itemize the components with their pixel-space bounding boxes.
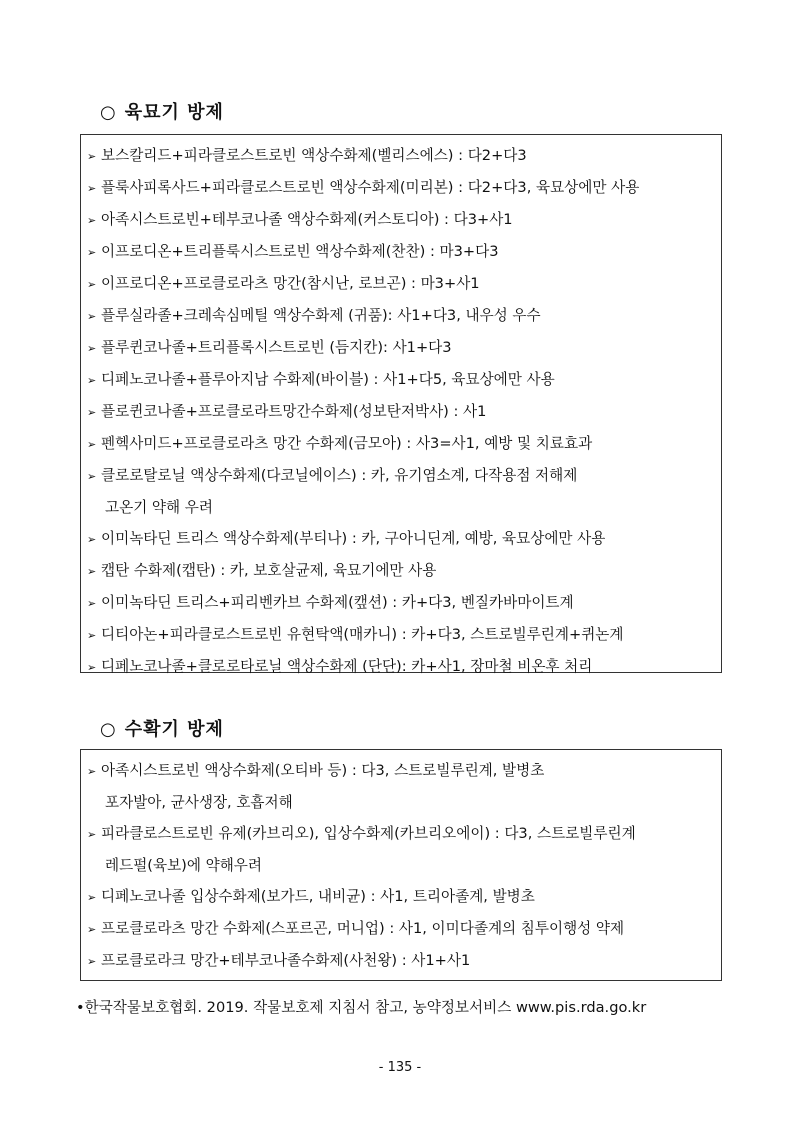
list-item [87, 523, 715, 555]
list-item [87, 332, 715, 364]
list-item [87, 172, 715, 204]
list-item [87, 818, 715, 850]
list-item-text: 이프로디온+프로클로라츠 망간(참시난, 로브곤) : 마3+사1 [101, 275, 480, 292]
section-title-text: 수확기 방제 [124, 719, 224, 740]
harvest-control-box [80, 749, 722, 981]
seedling-control-box [80, 134, 722, 673]
list-item [87, 268, 715, 300]
arrow-bullet-icon: ➢ [87, 406, 97, 419]
list-item [87, 651, 715, 683]
list-item [87, 587, 715, 619]
list-item-continuation: 포자발아, 균사생장, 호흡저해 [105, 794, 293, 811]
page-number: - 135 - [378, 1060, 422, 1075]
list-item [87, 460, 715, 492]
list-item-text: 펜헥사미드+프로클로라츠 망간 수화제(금모아) : 사3=사1, 예방 및 치료효과 [101, 435, 593, 452]
arrow-bullet-icon: ➢ [87, 955, 97, 968]
arrow-bullet-icon: ➢ [87, 629, 97, 642]
list-item-continuation: 고온기 약해 우려 [105, 499, 213, 516]
arrow-bullet-icon: ➢ [87, 533, 97, 546]
list-item [87, 364, 715, 396]
list-item-text: 클로로탈로닐 액상수화제(다코닐에이스) : 카, 유기염소계, 다작용점 저해제 [101, 467, 578, 484]
arrow-bullet-icon: ➢ [87, 470, 97, 483]
list-item [87, 140, 715, 172]
list-item-text: 디페노코나졸+클로로타로닐 액상수화제 (단단): 카+사1, 장마철 비온후 처리 [101, 658, 593, 675]
arrow-bullet-icon: ➢ [87, 765, 97, 778]
source-citation: •한국작물보호협회. 2019. 작물보호제 지침서 참고, 농약정보서비스 www.pis.rda.go.kr [76, 999, 647, 1016]
list-item-text: 이미녹타딘 트리스+피리벤카브 수화제(캪션) : 카+다3, 벤질카바마이트계 [101, 594, 574, 611]
arrow-bullet-icon: ➢ [87, 310, 97, 323]
arrow-bullet-icon: ➢ [87, 891, 97, 904]
list-item [87, 236, 715, 268]
list-item [87, 555, 715, 587]
list-item-text: 이미녹타딘 트리스 액상수화제(부티나) : 카, 구아니딘계, 예방, 육묘상에만 사용 [101, 530, 606, 547]
arrow-bullet-icon: ➢ [87, 438, 97, 451]
list-item-text: 플루실라졸+크레속심메틸 액상수화제 (귀품): 사1+다3, 내우성 우수 [101, 307, 541, 324]
list-item-text: 아족시스트로빈+테부코나졸 액상수화제(커스토디아) : 다3+사1 [101, 211, 513, 228]
list-item [87, 945, 715, 977]
list-item-text: 플로퀸코나졸+프로클로라트망간수화제(성보탄저박사) : 사1 [101, 403, 487, 420]
list-item [87, 755, 715, 787]
section-title-harvest [100, 715, 224, 741]
list-item-text: 플룩사피록사드+피라클로스트로빈 액상수화제(미리본) : 다2+다3, 육묘상에만 사용 [101, 179, 640, 196]
list-item [87, 204, 715, 236]
list-item-text: 디페노코나졸 입상수화제(보가드, 내비균) : 사1, 트리아졸계, 발병초 [101, 888, 535, 905]
arrow-bullet-icon: ➢ [87, 150, 97, 163]
section-title-text: 육묘기 방제 [124, 102, 224, 123]
arrow-bullet-icon: ➢ [87, 214, 97, 227]
list-item-text: 프로클로라츠 망간 수화제(스포르곤, 머니업) : 사1, 이미다졸계의 침투이행성 약제 [101, 920, 625, 937]
list-item-text: 보스칼리드+피라클로스트로빈 액상수화제(벨리스에스) : 다2+다3 [101, 147, 527, 164]
list-item-text: 디페노코나졸+플루아지남 수화제(바이블) : 사1+다5, 육묘상에만 사용 [101, 371, 555, 388]
list-item [87, 396, 715, 428]
list-item [87, 300, 715, 332]
arrow-bullet-icon: ➢ [87, 246, 97, 259]
arrow-bullet-icon: ➢ [87, 278, 97, 291]
circle-marker-icon: ○ [100, 102, 117, 123]
list-item-text: 플루퀸코나졸+트리플록시스트로빈 (듬지칸): 사1+다3 [101, 339, 452, 356]
arrow-bullet-icon: ➢ [87, 828, 97, 841]
list-item [87, 913, 715, 945]
list-item [87, 881, 715, 913]
arrow-bullet-icon: ➢ [87, 923, 97, 936]
list-item-text: 디티아논+피라클로스트로빈 유현탁액(매카니) : 카+다3, 스트로빌루린계+퀴논계 [101, 626, 624, 643]
list-item-text: 프로클로라크 망간+테부코나졸수화제(사천왕) : 사1+사1 [101, 952, 471, 969]
arrow-bullet-icon: ➢ [87, 374, 97, 387]
list-item-text: 이프로디온+트리플룩시스트로빈 액상수화제(찬찬) : 마3+다3 [101, 243, 499, 260]
list-item-continuation: 레드펄(육보)에 약해우려 [105, 857, 263, 874]
section-title-seedling [100, 98, 224, 124]
arrow-bullet-icon: ➢ [87, 597, 97, 610]
list-item-text: 캡탄 수화제(캡탄) : 카, 보호살균제, 육묘기에만 사용 [101, 562, 437, 579]
arrow-bullet-icon: ➢ [87, 182, 97, 195]
arrow-bullet-icon: ➢ [87, 565, 97, 578]
list-item-text: 피라클로스트로빈 유제(카브리오), 입상수화제(카브리오에이) : 다3, 스트로빌루린계 [101, 825, 636, 842]
list-item [87, 428, 715, 460]
circle-marker-icon: ○ [100, 719, 117, 740]
list-item [87, 619, 715, 651]
arrow-bullet-icon: ➢ [87, 661, 97, 674]
arrow-bullet-icon: ➢ [87, 342, 97, 355]
list-item-text: 아족시스트로빈 액상수화제(오티바 등) : 다3, 스트로빌루린계, 발병초 [101, 762, 545, 779]
